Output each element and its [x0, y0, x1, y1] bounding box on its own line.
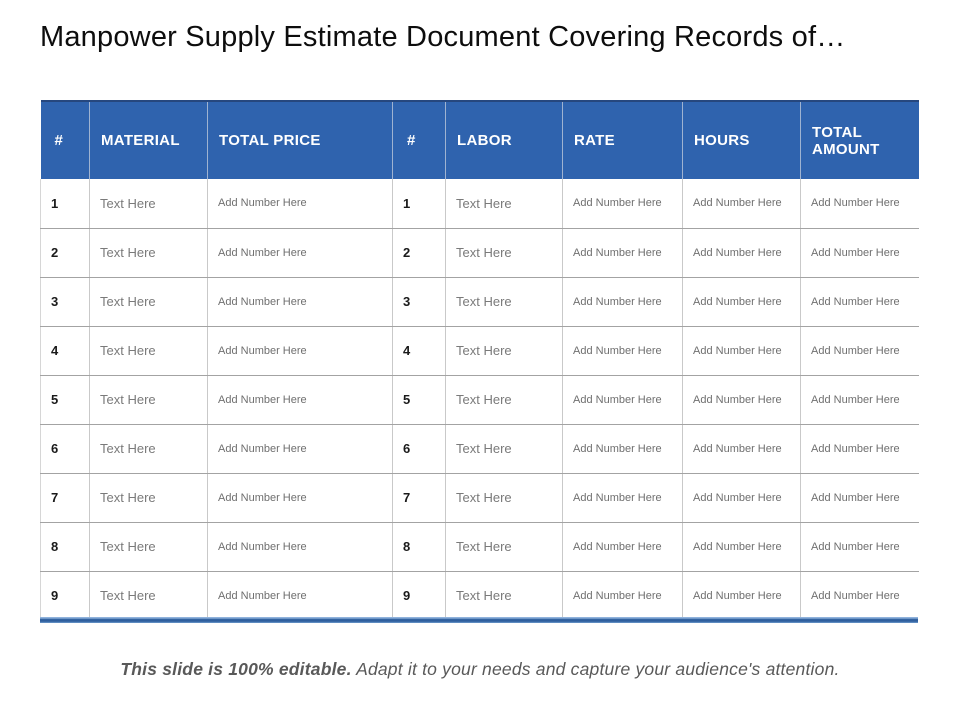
cell-labor: Text Here	[446, 571, 563, 620]
cell-material: Text Here	[90, 228, 208, 277]
cell-hours: Add Number Here	[683, 522, 801, 571]
cell-rate: Add Number Here	[563, 228, 683, 277]
cell-rate: Add Number Here	[563, 473, 683, 522]
cell-material: Text Here	[90, 522, 208, 571]
cell-rate: Add Number Here	[563, 179, 683, 228]
cell-total-amount: Add Number Here	[801, 326, 919, 375]
cell-row-number: 5	[41, 375, 90, 424]
table-row	[41, 277, 919, 326]
cell-hours: Add Number Here	[683, 473, 801, 522]
cell-total-amount: Add Number Here	[801, 571, 919, 620]
cell-row-number-2: 6	[393, 424, 446, 473]
cell-row-number: 7	[41, 473, 90, 522]
table-row	[41, 473, 919, 522]
cell-material: Text Here	[90, 424, 208, 473]
cell-rate: Add Number Here	[563, 424, 683, 473]
column-header-total-amount: TOTAL AMOUNT	[801, 101, 919, 179]
footer-note	[0, 659, 960, 680]
cell-total-price: Add Number Here	[208, 522, 393, 571]
table-row	[41, 179, 919, 228]
cell-total-amount: Add Number Here	[801, 375, 919, 424]
cell-total-price: Add Number Here	[208, 179, 393, 228]
table-bottom-accent-bar	[40, 617, 918, 623]
footer-note-regular: Adapt it to your needs and capture your audience's attention.	[351, 659, 840, 679]
table-row	[41, 571, 919, 620]
cell-material: Text Here	[90, 571, 208, 620]
cell-hours: Add Number Here	[683, 424, 801, 473]
cell-row-number: 4	[41, 326, 90, 375]
cell-row-number-2: 1	[393, 179, 446, 228]
cell-row-number-2: 8	[393, 522, 446, 571]
column-header-labor: LABOR	[446, 101, 563, 179]
cell-row-number: 2	[41, 228, 90, 277]
cell-labor: Text Here	[446, 473, 563, 522]
cell-rate: Add Number Here	[563, 571, 683, 620]
cell-hours: Add Number Here	[683, 571, 801, 620]
cell-labor: Text Here	[446, 179, 563, 228]
column-header-num: #	[41, 101, 90, 179]
cell-rate: Add Number Here	[563, 277, 683, 326]
cell-total-price: Add Number Here	[208, 326, 393, 375]
cell-hours: Add Number Here	[683, 375, 801, 424]
table-row	[41, 522, 919, 571]
column-header-material: MATERIAL	[90, 101, 208, 179]
cell-hours: Add Number Here	[683, 228, 801, 277]
cell-rate: Add Number Here	[563, 522, 683, 571]
cell-total-price: Add Number Here	[208, 228, 393, 277]
cell-total-price: Add Number Here	[208, 424, 393, 473]
cell-total-amount: Add Number Here	[801, 522, 919, 571]
cell-material: Text Here	[90, 326, 208, 375]
page-title: Manpower Supply Estimate Document Covering Records of…	[40, 21, 846, 53]
cell-row-number-2: 4	[393, 326, 446, 375]
cell-row-number-2: 3	[393, 277, 446, 326]
cell-row-number: 9	[41, 571, 90, 620]
cell-labor: Text Here	[446, 375, 563, 424]
estimate-table	[40, 100, 919, 620]
table-header-row	[41, 101, 919, 179]
cell-labor: Text Here	[446, 228, 563, 277]
cell-total-amount: Add Number Here	[801, 228, 919, 277]
cell-row-number-2: 2	[393, 228, 446, 277]
cell-total-price: Add Number Here	[208, 473, 393, 522]
column-header-hours: HOURS	[683, 101, 801, 179]
cell-material: Text Here	[90, 179, 208, 228]
cell-labor: Text Here	[446, 424, 563, 473]
cell-material: Text Here	[90, 473, 208, 522]
table-row	[41, 424, 919, 473]
table-row	[41, 326, 919, 375]
cell-total-amount: Add Number Here	[801, 179, 919, 228]
cell-row-number-2: 9	[393, 571, 446, 620]
table-row	[41, 228, 919, 277]
cell-material: Text Here	[90, 375, 208, 424]
estimate-table-container	[40, 100, 918, 620]
cell-hours: Add Number Here	[683, 179, 801, 228]
column-header-total-price: TOTAL PRICE	[208, 101, 393, 179]
cell-total-amount: Add Number Here	[801, 277, 919, 326]
column-header-rate: RATE	[563, 101, 683, 179]
cell-hours: Add Number Here	[683, 277, 801, 326]
footer-note-bold: This slide is 100% editable.	[120, 659, 352, 679]
cell-row-number: 6	[41, 424, 90, 473]
cell-row-number: 8	[41, 522, 90, 571]
cell-total-amount: Add Number Here	[801, 424, 919, 473]
cell-row-number: 3	[41, 277, 90, 326]
table-body	[41, 179, 919, 620]
cell-row-number-2: 7	[393, 473, 446, 522]
cell-rate: Add Number Here	[563, 375, 683, 424]
cell-labor: Text Here	[446, 277, 563, 326]
table-row	[41, 375, 919, 424]
cell-labor: Text Here	[446, 522, 563, 571]
cell-total-price: Add Number Here	[208, 277, 393, 326]
cell-material: Text Here	[90, 277, 208, 326]
cell-hours: Add Number Here	[683, 326, 801, 375]
column-header-num2: #	[393, 101, 446, 179]
cell-row-number-2: 5	[393, 375, 446, 424]
cell-total-price: Add Number Here	[208, 375, 393, 424]
cell-total-price: Add Number Here	[208, 571, 393, 620]
cell-row-number: 1	[41, 179, 90, 228]
cell-labor: Text Here	[446, 326, 563, 375]
cell-total-amount: Add Number Here	[801, 473, 919, 522]
cell-rate: Add Number Here	[563, 326, 683, 375]
